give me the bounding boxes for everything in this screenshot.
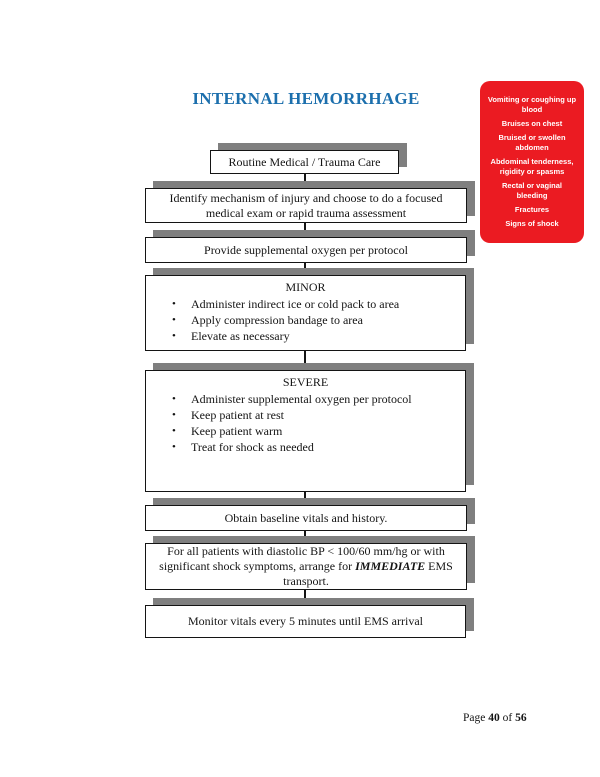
footer-prefix: Page <box>463 712 486 724</box>
bullet-icon: • <box>172 409 176 421</box>
transport-text-emphasis: IMMEDIATE <box>355 559 426 573</box>
list-item <box>146 407 465 423</box>
bullet-icon: • <box>172 425 176 437</box>
connector-line <box>304 222 306 238</box>
transport-text-after: EMS transport. <box>283 559 453 588</box>
bullet-icon: • <box>172 393 176 405</box>
severe-bullet-list <box>146 391 465 455</box>
flow-box-text: Identify mechanism of injury and choose to do a focused medical exam or rapid trauma assessment <box>169 190 443 220</box>
flow-box-minor <box>145 275 466 351</box>
symptom-item: Rectal or vaginal bleeding <box>501 181 563 200</box>
bullet-text: Elevate as necessary <box>191 329 290 343</box>
list-item <box>146 328 465 344</box>
flow-box-supplemental-oxygen <box>145 237 467 263</box>
symptom-item: Abdominal tenderness, rigidity or spasms <box>490 157 574 176</box>
flow-box-text: Obtain baseline vitals and history. <box>224 510 388 525</box>
flow-box-routine-care <box>210 150 399 174</box>
flow-box-text: Monitor vitals every 5 minutes until EMS arrival <box>188 614 423 628</box>
transport-text-before: For all patients with diastolic BP < 100/60 mm/hg or with significant shock symptoms, arrange for <box>159 544 445 573</box>
footer-current-page: 40 <box>488 712 500 724</box>
bullet-text: Apply compression bandage to area <box>191 313 363 327</box>
symptom-item: Signs of shock <box>505 219 559 228</box>
list-item <box>146 423 465 439</box>
flow-box-ems-transport <box>145 543 467 590</box>
bullet-text: Keep patient at rest <box>191 408 284 422</box>
symptom-item: Bruised or swollen abdomen <box>498 133 566 152</box>
connector-line <box>304 530 306 544</box>
flow-box-heading: MINOR <box>285 280 326 294</box>
connector-line <box>304 172 306 189</box>
flow-box-monitor-vitals <box>145 605 466 638</box>
flow-box-baseline-vitals <box>145 505 467 531</box>
list-item <box>146 439 465 455</box>
connector-line <box>304 491 306 506</box>
symptoms-panel <box>480 81 584 243</box>
list-item <box>146 391 465 407</box>
bullet-icon: • <box>172 298 176 310</box>
connector-line <box>304 589 306 606</box>
bullet-icon: • <box>172 314 176 326</box>
symptom-item: Vomiting or coughing up blood <box>487 95 577 114</box>
footer-of: of <box>502 712 513 724</box>
minor-bullet-list <box>146 296 465 344</box>
symptom-item: Fractures <box>514 205 550 214</box>
flow-box-text: Provide supplemental oxygen per protocol <box>204 242 408 257</box>
symptom-item: Bruises on chest <box>501 119 563 128</box>
bullet-icon: • <box>172 441 176 453</box>
flow-box-severe <box>145 370 466 492</box>
page-title: INTERNAL HEMORRHAGE <box>192 89 420 108</box>
list-item <box>146 296 465 312</box>
bullet-text: Treat for shock as needed <box>191 440 314 454</box>
flow-box-text <box>156 544 456 589</box>
connector-line <box>304 262 306 276</box>
bullet-text: Administer indirect ice or cold pack to area <box>191 297 400 311</box>
flow-box-identify-mechanism <box>145 188 467 223</box>
bullet-text: Keep patient warm <box>191 424 283 438</box>
page-number-footer <box>463 712 527 724</box>
flow-box-text: Routine Medical / Trauma Care <box>228 154 381 169</box>
flow-box-heading: SEVERE <box>282 375 329 389</box>
list-item <box>146 312 465 328</box>
connector-line <box>304 350 306 371</box>
footer-total-pages: 56 <box>515 712 527 724</box>
bullet-text: Administer supplemental oxygen per protocol <box>191 392 412 406</box>
bullet-icon: • <box>172 330 176 342</box>
